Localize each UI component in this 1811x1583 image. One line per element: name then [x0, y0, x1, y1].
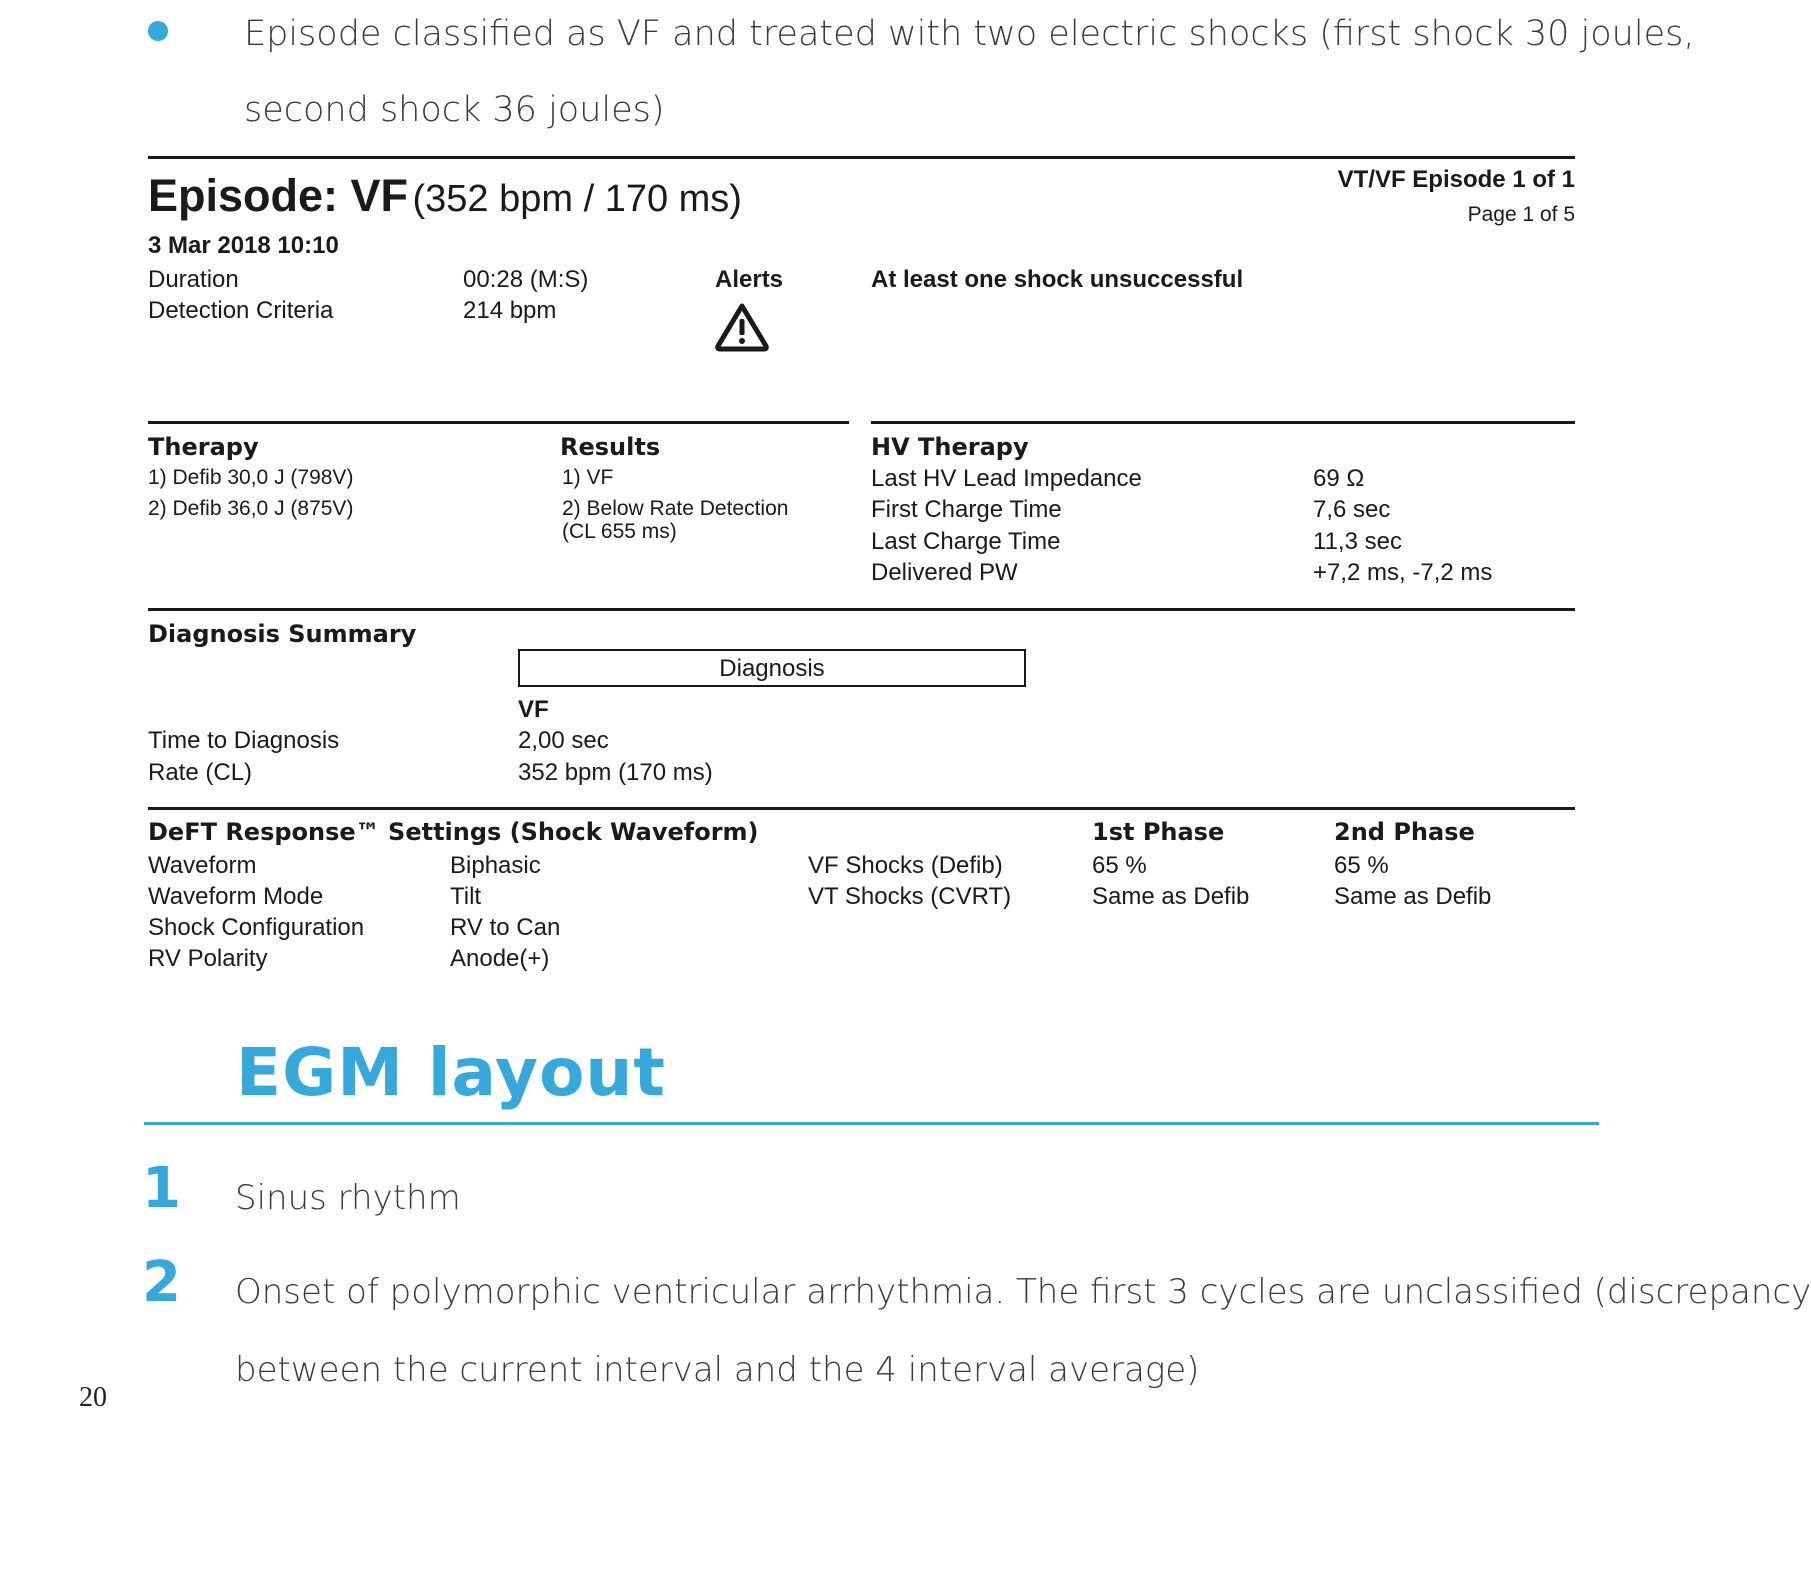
- episode-counter: VT/VF Episode 1 of 1: [1337, 166, 1575, 193]
- episode-title: [148, 170, 742, 222]
- phase2-heading: 2nd Phase: [1334, 818, 1475, 846]
- deft-heading: DeFT Response™ Settings (Shock Waveform): [148, 818, 759, 846]
- hv-row-label: First Charge Time: [871, 496, 1062, 523]
- therapy-item: 1) Defib 30,0 J (798V): [148, 466, 354, 489]
- hv-therapy-heading: HV Therapy: [871, 433, 1029, 461]
- shock-phase2: Same as Defib: [1334, 883, 1492, 910]
- hv-row-label: Last HV Lead Impedance: [871, 465, 1142, 492]
- episode-title-rate: (352 bpm / 170 ms): [412, 178, 742, 220]
- shock-label: VT Shocks (CVRT): [808, 883, 1012, 910]
- results-heading: Results: [560, 433, 661, 461]
- alert-message: At least one shock unsuccessful: [871, 266, 1244, 293]
- therapy-divider: [148, 421, 849, 424]
- hv-row-value: 7,6 sec: [1313, 496, 1391, 523]
- hv-row-value: +7,2 ms, -7,2 ms: [1313, 559, 1493, 586]
- deft-row-value: Biphasic: [450, 852, 541, 879]
- duration-label: Duration: [148, 266, 239, 293]
- episode-title-main: Episode: VF: [148, 170, 409, 221]
- hv-row-value: 69 Ω: [1313, 465, 1365, 492]
- warning-triangle-icon: [714, 302, 770, 352]
- time-to-diagnosis-value: 2,00 sec: [518, 727, 609, 754]
- page-number: 20: [79, 1382, 107, 1413]
- shock-phase1: 65 %: [1092, 852, 1147, 879]
- duration-value: 00:28 (M:S): [463, 266, 589, 293]
- section-divider: [144, 1122, 1599, 1125]
- episode-datetime: 3 Mar 2018 10:10: [148, 232, 339, 259]
- hv-therapy-divider: [871, 421, 1575, 424]
- diagnosis-box: Diagnosis: [518, 649, 1026, 687]
- results-item: 2) Below Rate Detection: [562, 497, 789, 520]
- hv-row-label: Delivered PW: [871, 559, 1018, 586]
- alerts-label: Alerts: [715, 266, 784, 293]
- shock-phase1: Same as Defib: [1092, 883, 1250, 910]
- deft-row-value: Tilt: [450, 883, 482, 910]
- hv-row-value: 11,3 sec: [1313, 528, 1402, 555]
- list-item-text: Onset of polymorphic ventricular arrhythmia. The first 3 cycles are unclassified (discrepancy: [235, 1272, 1811, 1312]
- diagnosis-summary-heading: Diagnosis Summary: [148, 620, 417, 648]
- deft-row-label: RV Polarity: [148, 945, 268, 972]
- list-item-number: 2: [142, 1250, 181, 1315]
- therapy-heading: Therapy: [148, 433, 259, 461]
- list-item-number: 1: [142, 1156, 181, 1221]
- page-counter: Page 1 of 5: [1467, 203, 1575, 226]
- intro-line-1: Episode classified as VF and treated with two electric shocks (first shock 30 joules,: [244, 14, 1695, 54]
- deft-row-label: Waveform: [148, 852, 257, 879]
- diagnosis-value: VF: [518, 696, 549, 723]
- section-title: EGM layout: [236, 1034, 666, 1111]
- bullet-icon: [148, 21, 168, 41]
- deft-row-value: RV to Can: [450, 914, 561, 941]
- detection-criteria-value: 214 bpm: [463, 297, 557, 324]
- list-item-text: Sinus rhythm: [235, 1178, 461, 1218]
- deft-row-value: Anode(+): [450, 945, 550, 972]
- therapy-item: 2) Defib 36,0 J (875V): [148, 497, 354, 520]
- results-item: 1) VF: [562, 466, 614, 489]
- rate-value: 352 bpm (170 ms): [518, 759, 713, 786]
- detection-criteria-label: Detection Criteria: [148, 297, 334, 324]
- list-item-text-continued: between the current interval and the 4 interval average): [235, 1350, 1200, 1390]
- hv-row-label: Last Charge Time: [871, 528, 1061, 555]
- shock-label: VF Shocks (Defib): [808, 852, 1003, 879]
- results-item-detail: (CL 655 ms): [562, 520, 677, 543]
- time-to-diagnosis-label: Time to Diagnosis: [148, 727, 340, 754]
- rate-label: Rate (CL): [148, 759, 253, 786]
- shock-phase2: 65 %: [1334, 852, 1389, 879]
- phase1-heading: 1st Phase: [1092, 818, 1225, 846]
- intro-line-2: second shock 36 joules): [244, 90, 665, 130]
- deft-row-label: Shock Configuration: [148, 914, 365, 941]
- deft-row-label: Waveform Mode: [148, 883, 324, 910]
- deft-divider: [148, 807, 1575, 810]
- top-divider: [148, 156, 1575, 159]
- diagnosis-divider: [148, 608, 1575, 611]
